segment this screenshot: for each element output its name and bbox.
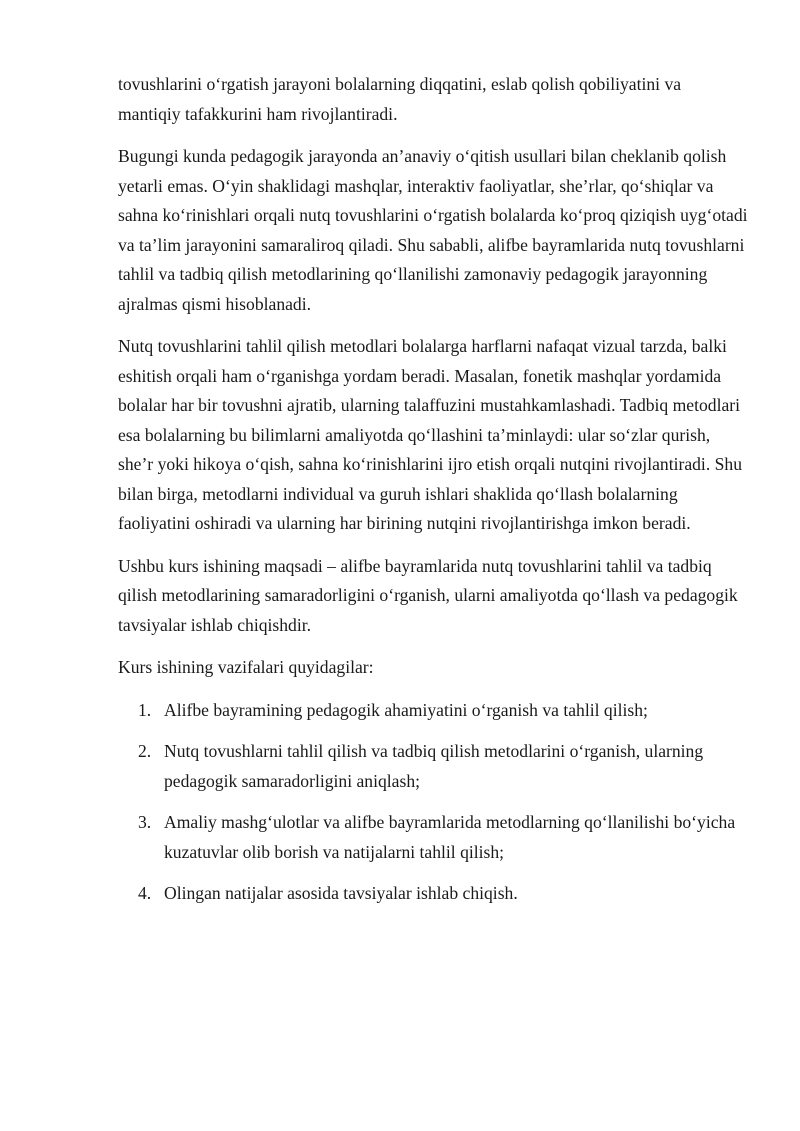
list-item-text: Alifbe bayramining pedagogik ahamiyatini o‘rganish va tahlil qilish; (164, 699, 648, 720)
list-item (118, 808, 748, 867)
list-item-text: Amaliy mashg‘ulotlar va alifbe bayramlarida metodlarning qo‘llanilishi bo‘yicha kuzatuvlar olib borish va natijalarni tahlil qilish; (164, 812, 736, 862)
list-item (118, 737, 748, 796)
document-page (118, 70, 748, 921)
list-item (118, 879, 748, 909)
list-item-text: Olingan natijalar asosida tavsiyalar ishlab chiqish. (164, 883, 518, 903)
list-item (118, 696, 748, 726)
list-item-number: 3. (138, 812, 152, 832)
paragraph-analysis-methods: Nutq tovushlarini tahlil qilish metodlari bolalarga harflarni nafaqat vizual tarzda, balki eshitish orqali ham o‘rganishga yordam beradi. Masalan, fonetik mashqlar yordamida bolalar har bir tovushni ajratib, ularning talaffuzini mustahkamlashadi. Tadbiq metodlari esa bolalarning bu bilimlarni amaliyotda qo‘llashini ta’minlaydi: ular so‘zlar qurish, she’r yoki hikoya o‘qish, sahna ko‘rinishlarini ijro etish orqali nutqini rivojlantiradi. Shu bilan birga, metodlarni individual va guruh ishlari shaklida qo‘llash bolalarning faoliyatini oshiradi va ularning har birining nutqini rivojlantirishga imkon beradi. (118, 336, 742, 533)
list-item-number: 2. (138, 741, 152, 761)
paragraph-tasks-heading: Kurs ishining vazifalari quyidagilar: (118, 657, 374, 677)
list-item-number: 1. (138, 699, 152, 720)
paragraph-intro-continuation: tovushlarini o‘rgatish jarayoni bolalarning diqqatini, eslab qolish qobiliyatini va mantiqiy tafakkurini ham rivojlantiradi. (118, 74, 682, 124)
list-item-text: Nutq tovushlarni tahlil qilish va tadbiq qilish metodlarini o‘rganish, ularning pedagogik samaradorligini aniqlash; (164, 741, 704, 791)
paragraph-modern-methods: Bugungi kunda pedagogik jarayonda an’anaviy o‘qitish usullari bilan cheklanib qolish yetarli emas. O‘yin shaklidagi mashqlar, interaktiv faoliyatlar, she’rlar, qo‘shiqlar va sahna ko‘rinishlari orqali nutq tovushlarini o‘rgatish bolalarda ko‘proq qiziqish uyg‘otadi va ta’lim jarayonini samaraliroq qiladi. Shu sababli, alifbe bayramlarida nutq tovushlarni tahlil va tadbiq qilish metodlarining qo‘llanilishi zamonaviy pedagogik jarayonning ajralmas qismi hisoblanadi. (118, 146, 748, 314)
list-item-number: 4. (138, 883, 152, 903)
task-list (118, 696, 748, 909)
paragraph-purpose: Ushbu kurs ishining maqsadi – alifbe bayramlarida nutq tovushlarini tahlil va tadbiq qilish metodlarining samaradorligini o‘rganish, ularni amaliyotda qo‘llash va pedagogik tavsiyalar ishlab chiqishdir. (118, 555, 738, 635)
